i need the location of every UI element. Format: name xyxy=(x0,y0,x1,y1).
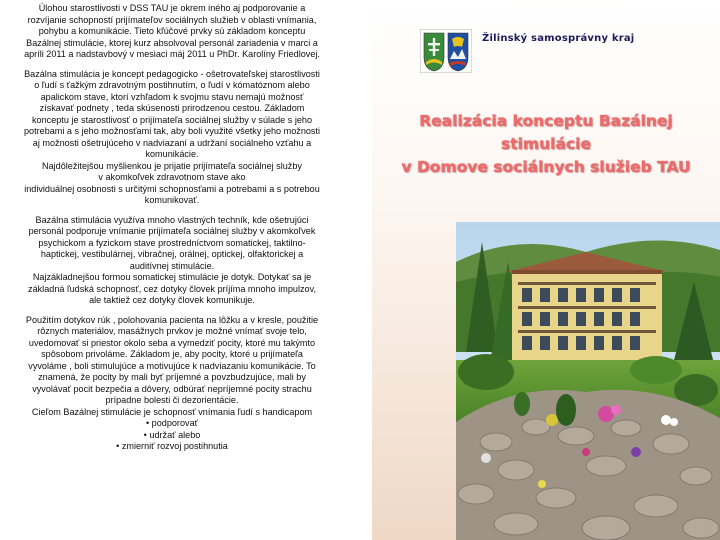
definition-paragraph: Bazálna stimulácia je koncept pedagogicko - ošetrovateľskej starostlivosti o ľudí s ťažkým zdravotným postihnutím, o ľudí v kómatóznom alebo apalickom stave, ktorí vzhľadom k svojmu stavu nemajú možnosť získavať podnety , teda skúsenosti prirodzenou cestou. Základom konceptu je starostlivosť o prijímateľa sociálnej služby v súlade s jeho potrebami a s jeho možnosťami tak, aby boli využité všetky jeho možnosti aj možnosti ošetrujúceho v nadviazaní a udržaní sociálneho vzťahu a komunikácie. Najdôležitejšou myšlienkou je prijatie prijímateľa sociálnej služby v akomkoľvek zdravotnom stave ako individuálnej osobnosti s určitými schopnosťami a potrebami a s potrebou komunikovať. xyxy=(23,68,321,205)
title-line-1: Realizácia konceptu Bazálnej xyxy=(419,112,673,130)
touch-paragraph: Použitím dotykov rúk , polohovania pacienta na lôžku a v kresle, použitie rôznych materiálov, masážnych prvkov je možné vnímať svoje telo, uvedomovať si priestor okolo seba a vymedziť pocity, ktoré mu takýmto spôsobom privoláme. Základom je, aby pocity, ktoré u prijímateľa vyvoláme , boli stimulujúce a motivujúce k nadviazaniu komunikácie. To znamená, že pocity by mali byť príjemné a povzbudzujúce, mali by vyvolávať pocit bezpečia a dôvery, odbúrať nepríjemné pocity strachu prípadne bolesti či dezorientácie. Cieľom Bazálnej stimulácie je schopnosť vnímania ľudí s handicapom • podporovať • udržať alebo • zmierniť rozvoj postihnutia xyxy=(25,314,319,451)
building-garden-photo xyxy=(456,222,720,540)
brochure-title xyxy=(372,110,720,179)
intro-paragraph: Úlohou starostlivosti v DSS TAU je okrem iného aj podporovanie a rozvíjanie schopností prijímateľov sociálnych služieb v oblasti vnímania, pohybu a komunikácie. Tieto kľúčové prvky sú základom konceptu Bazálnej stimulácie, ktorej kurz absolvoval personál zariadenia v marci a apríli 2011 a nadstavbový v mesiaci máj 2011 u PhDr. Karolíny Friedlovej. xyxy=(24,3,320,59)
region-name: Žilinský samosprávny kraj xyxy=(482,33,635,44)
coat-of-arms-icon xyxy=(420,29,472,73)
text-column xyxy=(0,0,342,540)
cover-panel xyxy=(372,0,720,540)
techniques-paragraph: Bazálna stimulácia využíva mnoho vlastných techník, kde ošetrujúci personál podporuje vnímanie prijímateľa sociálnej služby v akomkoľvek psychickom a fyzickom stave prostredníctvom somatickej, taktilno- haptickej, vestibulárnej, vibračnej, orálnej, optickej, olfaktorickej a auditívnej stimulácie. Najzákladnejšou formou somatickej stimulácie je dotyk. Dotykať sa je základná ľudská schopnosť, cez dotyky človek príjíma mnoho impulzov, ale taktiež cez dotyky človek komunikuje. xyxy=(28,214,316,305)
title-line-3: v Domove sociálnych služieb TAU xyxy=(401,158,691,176)
title-line-2: stimulácie xyxy=(501,135,591,153)
